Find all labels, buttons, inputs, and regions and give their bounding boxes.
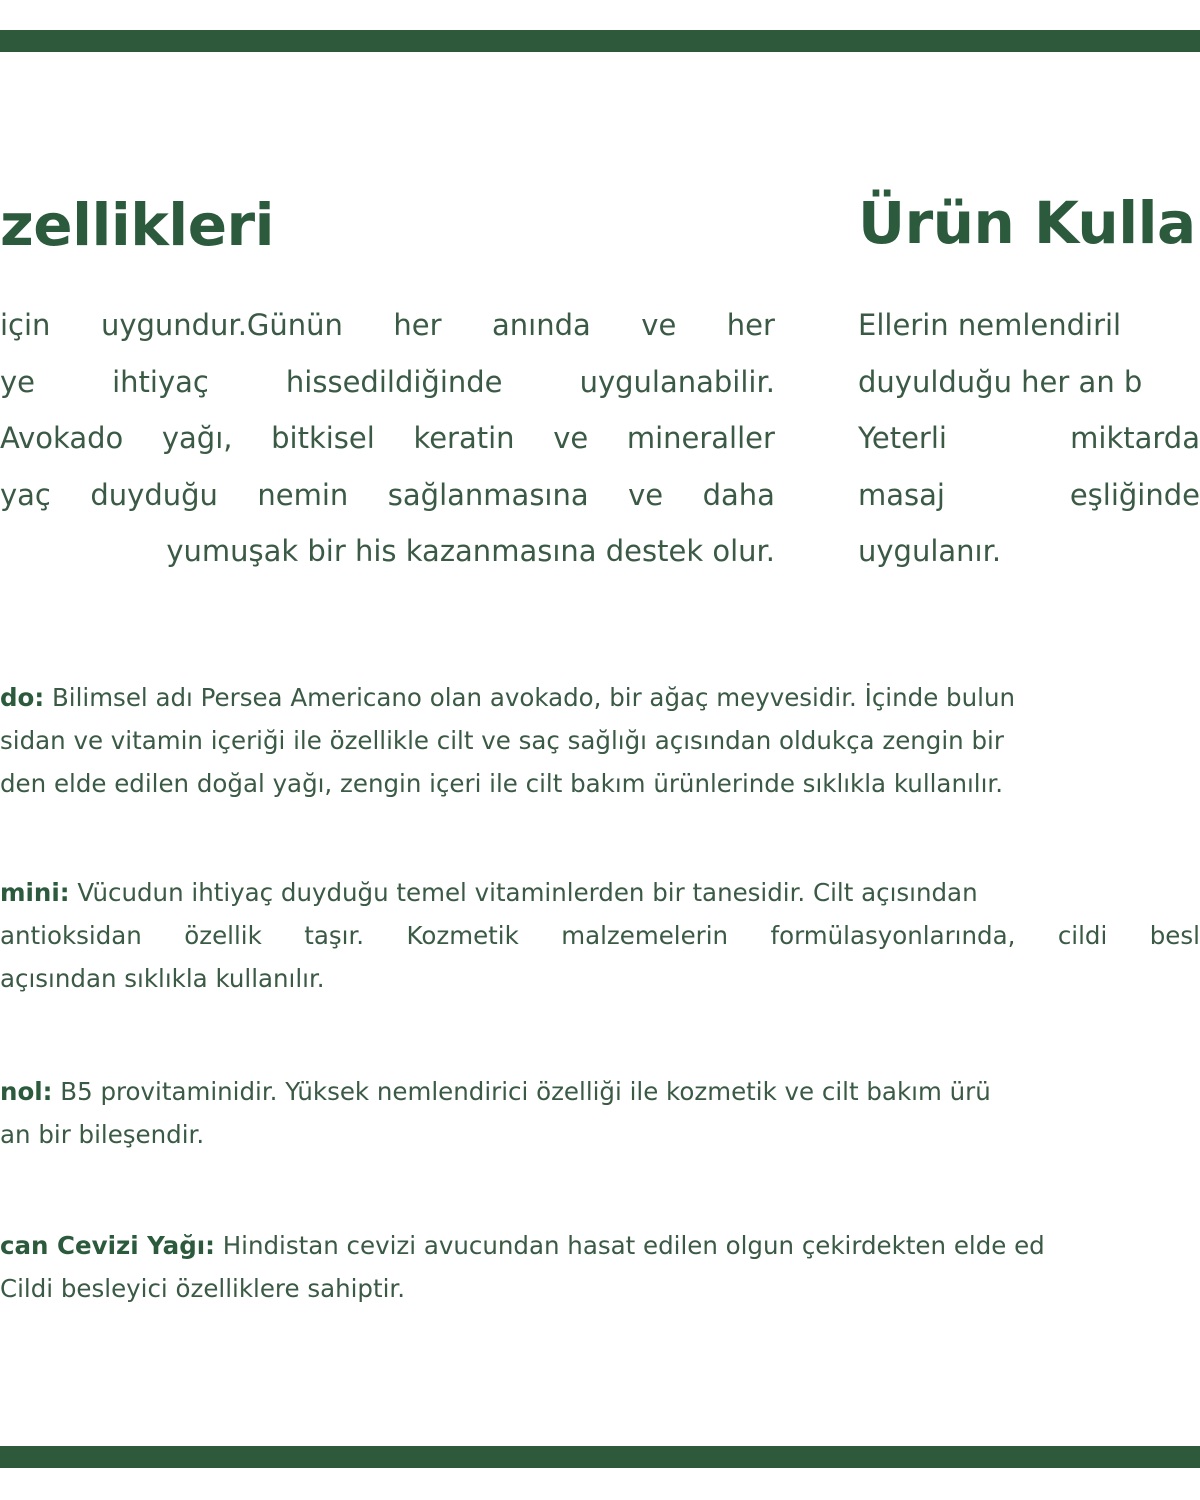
word: her [726,308,775,342]
word: hissedildiğinde [285,364,503,399]
ingredient-line: Cildi besleyici özelliklere sahiptir. [0,1274,406,1303]
ingredient-line [0,871,1200,914]
ingredient-line [0,914,1200,957]
word: her [393,308,442,342]
ingredient-term: nol: [0,1077,53,1106]
ingredient-line: an bir bileşendir. [0,1120,205,1149]
ingredient-line: açısından sıklıkla kullanılır. [0,964,325,993]
word: ye [0,364,36,399]
ingredient-line: den elde edilen doğal yağı, zengin içeri ile cilt bakım ürünlerinde sıklıkla kullanılır. [0,769,1004,798]
word: cildi [1057,921,1108,950]
ingredient-line [0,1224,1200,1267]
ingredient-text: B5 provitaminidir. Yüksek nemlendirici özelliği ile kozmetik ve cilt bakım ürü [52,1077,991,1106]
word: miktarda [1070,421,1200,455]
word: ve [628,477,664,512]
word: ve [641,308,677,342]
word: uygundur.Günün [100,308,343,342]
word: daha [702,477,775,512]
ingredient-text: Bilimsel adı Persea Americano olan avokado, bir ağaç meyvesidir. İçinde bulun [44,683,1015,712]
word: antioksidan [0,921,142,950]
features-paragraph [0,297,775,580]
word: ihtiyaç [112,364,209,399]
word: mineraller [626,421,775,455]
word: formülasyonlarında, [770,921,1016,950]
ingredient-text: Hindistan cevizi avucundan hasat edilen olgun çekirdekten elde ed [214,1231,1045,1260]
word: için [0,308,51,342]
ingredient-line: sidan ve vitamin içeriği ile özellikle cilt ve saç sağlığı açısından oldukça zengin bir [0,726,1004,755]
ingredient-text: Vücudun ihtiyaç duyduğu temel vitaminlerden bir tanesidir. Cilt açısından [69,878,978,907]
word: eşliğinde [1069,477,1200,512]
usage-line [858,467,1200,524]
ingredient-term: mini: [0,878,70,907]
features-line: yumuşak bir his kazanmasına destek olur. [166,534,775,568]
ingredient-line [0,676,1200,719]
usage-line: Ellerin nemlendiril [858,308,1122,342]
features-heading: zellikleri [0,191,275,259]
top-divider-bar [0,30,1200,52]
word: taşır. [304,921,365,950]
ingredient-vitamin [0,871,1200,1000]
usage-line [858,410,1200,467]
features-line [0,297,775,354]
word: yaç [0,477,51,512]
ingredient-line [0,1070,1200,1113]
word: keratin [413,421,515,455]
word: özellik [184,921,262,950]
ingredient-panthenol [0,1070,1200,1156]
word: ve [553,421,589,455]
features-line [0,467,775,524]
word: anında [492,308,591,342]
ingredient-coconut-oil [0,1224,1200,1310]
word: Kozmetik [406,921,519,950]
usage-line: duyulduğu her an b [858,364,1143,399]
word: malzemelerin [561,921,729,950]
bottom-divider-bar [0,1446,1200,1468]
ingredient-term: can Cevizi Yağı: [0,1231,215,1260]
word: duyduğu [90,477,218,512]
word: Yeterli [858,421,947,455]
word: masaj [858,477,945,512]
word: sağlanmasına [387,477,589,512]
usage-line: uygulanır. [858,534,1002,568]
word: bitkisel [271,421,375,455]
features-line [0,354,775,411]
ingredient-avocado [0,676,1200,805]
word: yağı, [161,421,233,455]
usage-paragraph [858,297,1200,580]
word: uygulanabilir. [579,364,775,399]
usage-heading: Ürün Kulla [858,189,1196,257]
word: besl [1149,921,1200,950]
ingredient-term: do: [0,683,45,712]
features-line [0,410,775,467]
word: Avokado [0,421,124,455]
word: nemin [257,477,349,512]
